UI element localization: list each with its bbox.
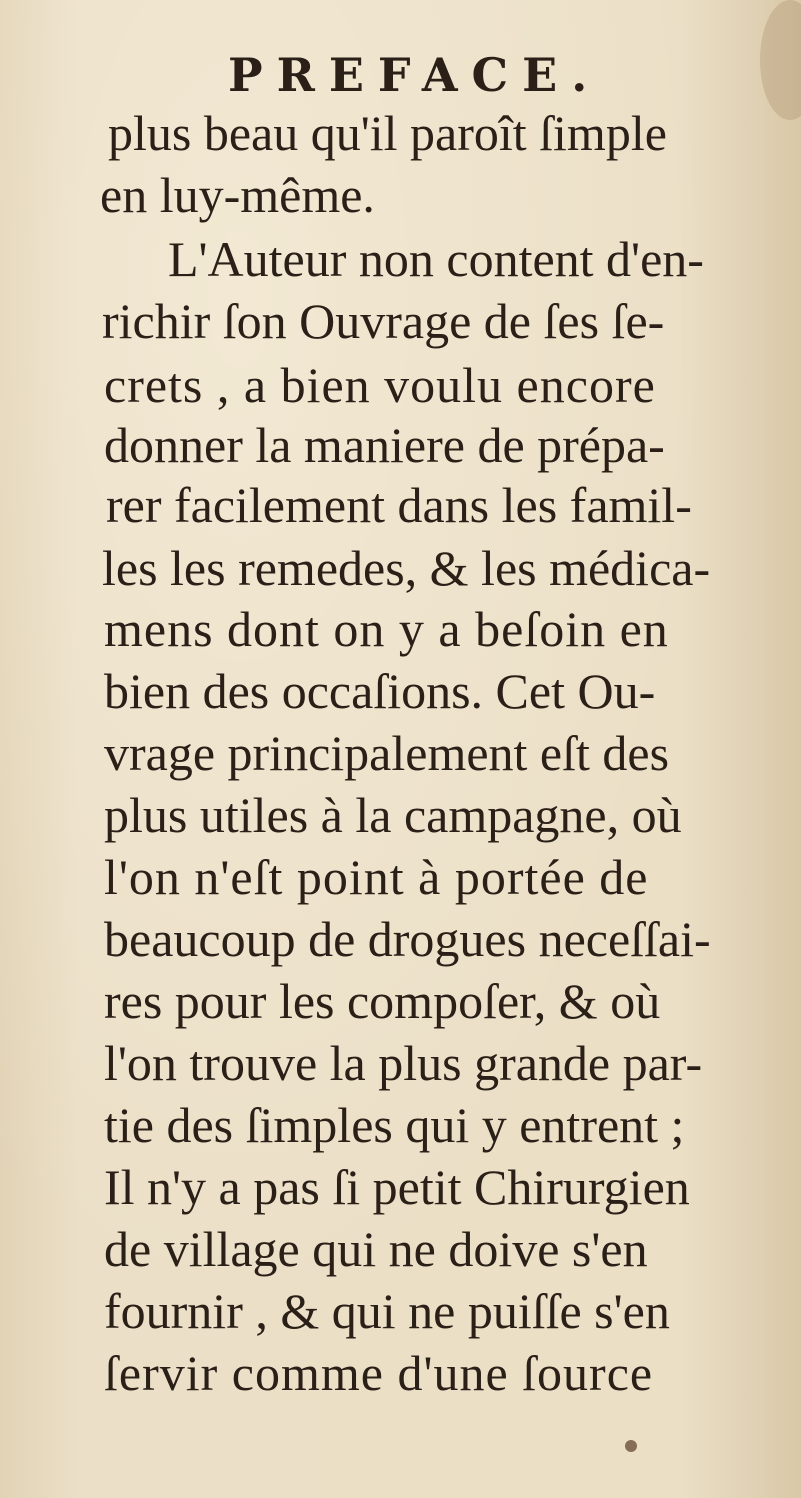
text-line: plus beau qu'il paroît ſimple <box>108 105 667 161</box>
text-line: mens dont on y a beſoin en <box>104 601 669 657</box>
text-line: donner la maniere de prépa- <box>104 417 665 473</box>
text-line: richir ſon Ouvrage de ſes ſe- <box>102 293 665 349</box>
page-header: PREFACE. <box>228 48 602 102</box>
text-line: ſervir comme d'une ſource <box>104 1345 654 1401</box>
text-line: en luy-même. <box>100 167 375 223</box>
text-line: vrage principalement eſt des <box>104 725 670 781</box>
text-line: res pour les compoſer, & où <box>104 973 661 1029</box>
paper-stain <box>625 1440 637 1452</box>
text-line: bien des occaſions. Cet Ou- <box>104 663 656 719</box>
text-line: les les remedes, & les médica- <box>102 540 711 596</box>
text-line: rer facilement dans les famil- <box>106 477 692 533</box>
text-line: L'Auteur non content d'en- <box>168 231 704 287</box>
text-line: Il n'y a pas ſi petit Chirurgien <box>104 1159 690 1215</box>
text-line: crets , a bien voulu encore <box>104 357 656 413</box>
text-line: plus utiles à la campagne, où <box>104 787 682 843</box>
text-line: de village qui ne doive s'en <box>104 1221 648 1277</box>
text-line: tie des ſimples qui y entrent ; <box>104 1097 685 1153</box>
text-line: beaucoup de drogues neceſſai- <box>104 911 711 967</box>
paper-stain <box>760 0 801 120</box>
text-line: l'on n'eſt point à portée de <box>104 849 649 905</box>
text-line: fournir , & qui ne puiſſe s'en <box>104 1283 670 1339</box>
text-line: l'on trouve la plus grande par- <box>104 1035 703 1091</box>
